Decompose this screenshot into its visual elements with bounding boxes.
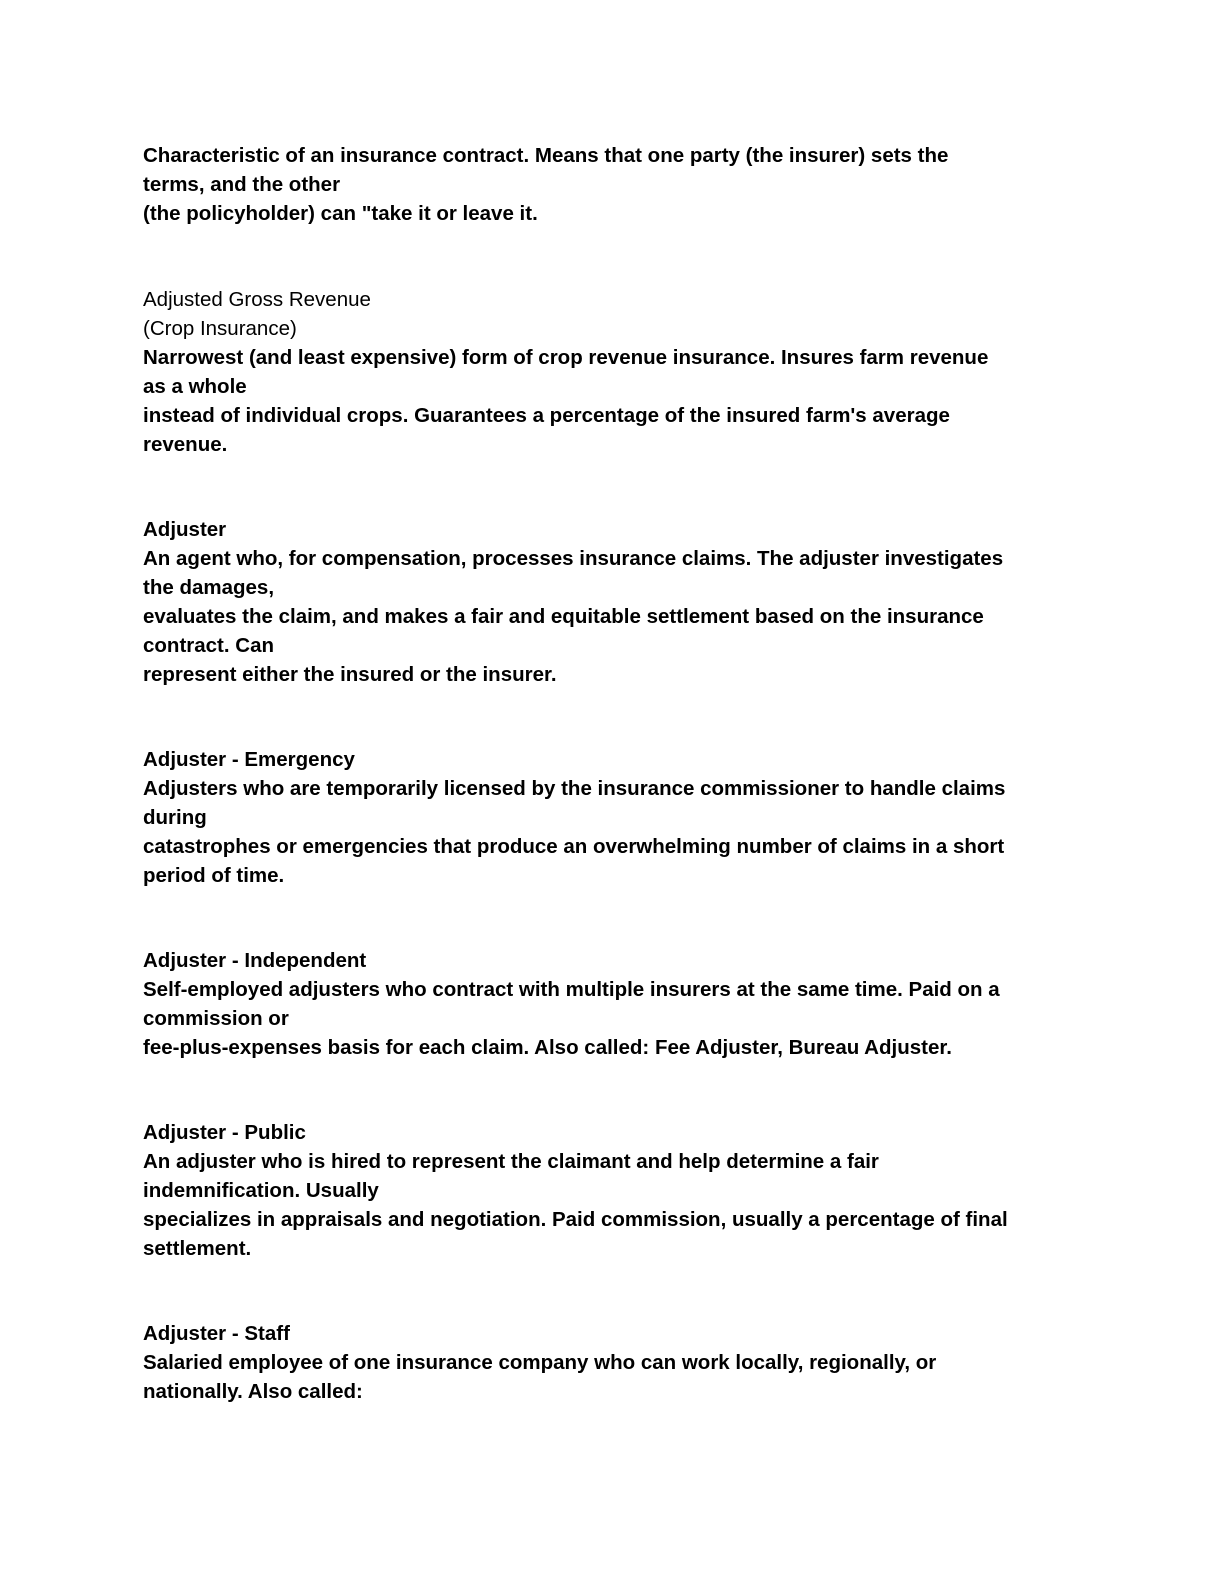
definition-line: represent either the insured or the insurer. [143, 663, 557, 686]
definition-line: as a whole [143, 375, 247, 398]
definition-line: revenue. [143, 433, 228, 456]
definition-line: An agent who, for compensation, processes insurance claims. The adjuster investigates [143, 547, 1004, 570]
term-subheading: (Crop Insurance) [143, 317, 297, 340]
definition-line: Self-employed adjusters who contract with multiple insurers at the same time. Paid on a [143, 978, 1000, 1001]
definition-line: indemnification. Usually [143, 1179, 379, 1202]
definition-line: nationally. Also called: [143, 1380, 363, 1403]
term-heading: Adjuster - Public [143, 1121, 306, 1144]
definition-line: Salaried employee of one insurance company who can work locally, regionally, or [143, 1351, 937, 1374]
definition-line: specializes in appraisals and negotiation. Paid commission, usually a percentage of final [143, 1208, 1008, 1231]
definition-line: commission or [143, 1007, 289, 1030]
definition-line: instead of individual crops. Guarantees a percentage of the insured farm's average [143, 404, 950, 427]
term-heading: Adjuster [143, 518, 227, 541]
definition-line: catastrophes or emergencies that produce an overwhelming number of claims in a short [143, 835, 1005, 858]
definition-line: contract. Can [143, 634, 274, 657]
definition-line: Adjusters who are temporarily licensed by the insurance commissioner to handle claims [143, 777, 1006, 800]
definition-line: Characteristic of an insurance contract. Means that one party (the insurer) sets the [143, 144, 949, 167]
definition-line: during [143, 806, 207, 829]
definition-line: the damages, [143, 576, 275, 599]
definition-line: period of time. [143, 864, 285, 887]
definition-line: settlement. [143, 1237, 252, 1260]
definition-line: Narrowest (and least expensive) form of crop revenue insurance. Insures farm revenue [143, 346, 989, 369]
term-heading: Adjusted Gross Revenue [143, 288, 371, 311]
term-heading: Adjuster - Staff [143, 1322, 290, 1345]
term-heading: Adjuster - Independent [143, 949, 367, 972]
definition-line: (the policyholder) can "take it or leave it. [143, 202, 538, 225]
definition-line: evaluates the claim, and makes a fair and equitable settlement based on the insurance [143, 605, 984, 628]
definition-line: terms, and the other [143, 173, 341, 196]
term-heading: Adjuster - Emergency [143, 748, 355, 771]
definition-line: An adjuster who is hired to represent the claimant and help determine a fair [143, 1150, 879, 1173]
definition-line: fee-plus-expenses basis for each claim. Also called: Fee Adjuster, Bureau Adjuster. [143, 1036, 952, 1059]
